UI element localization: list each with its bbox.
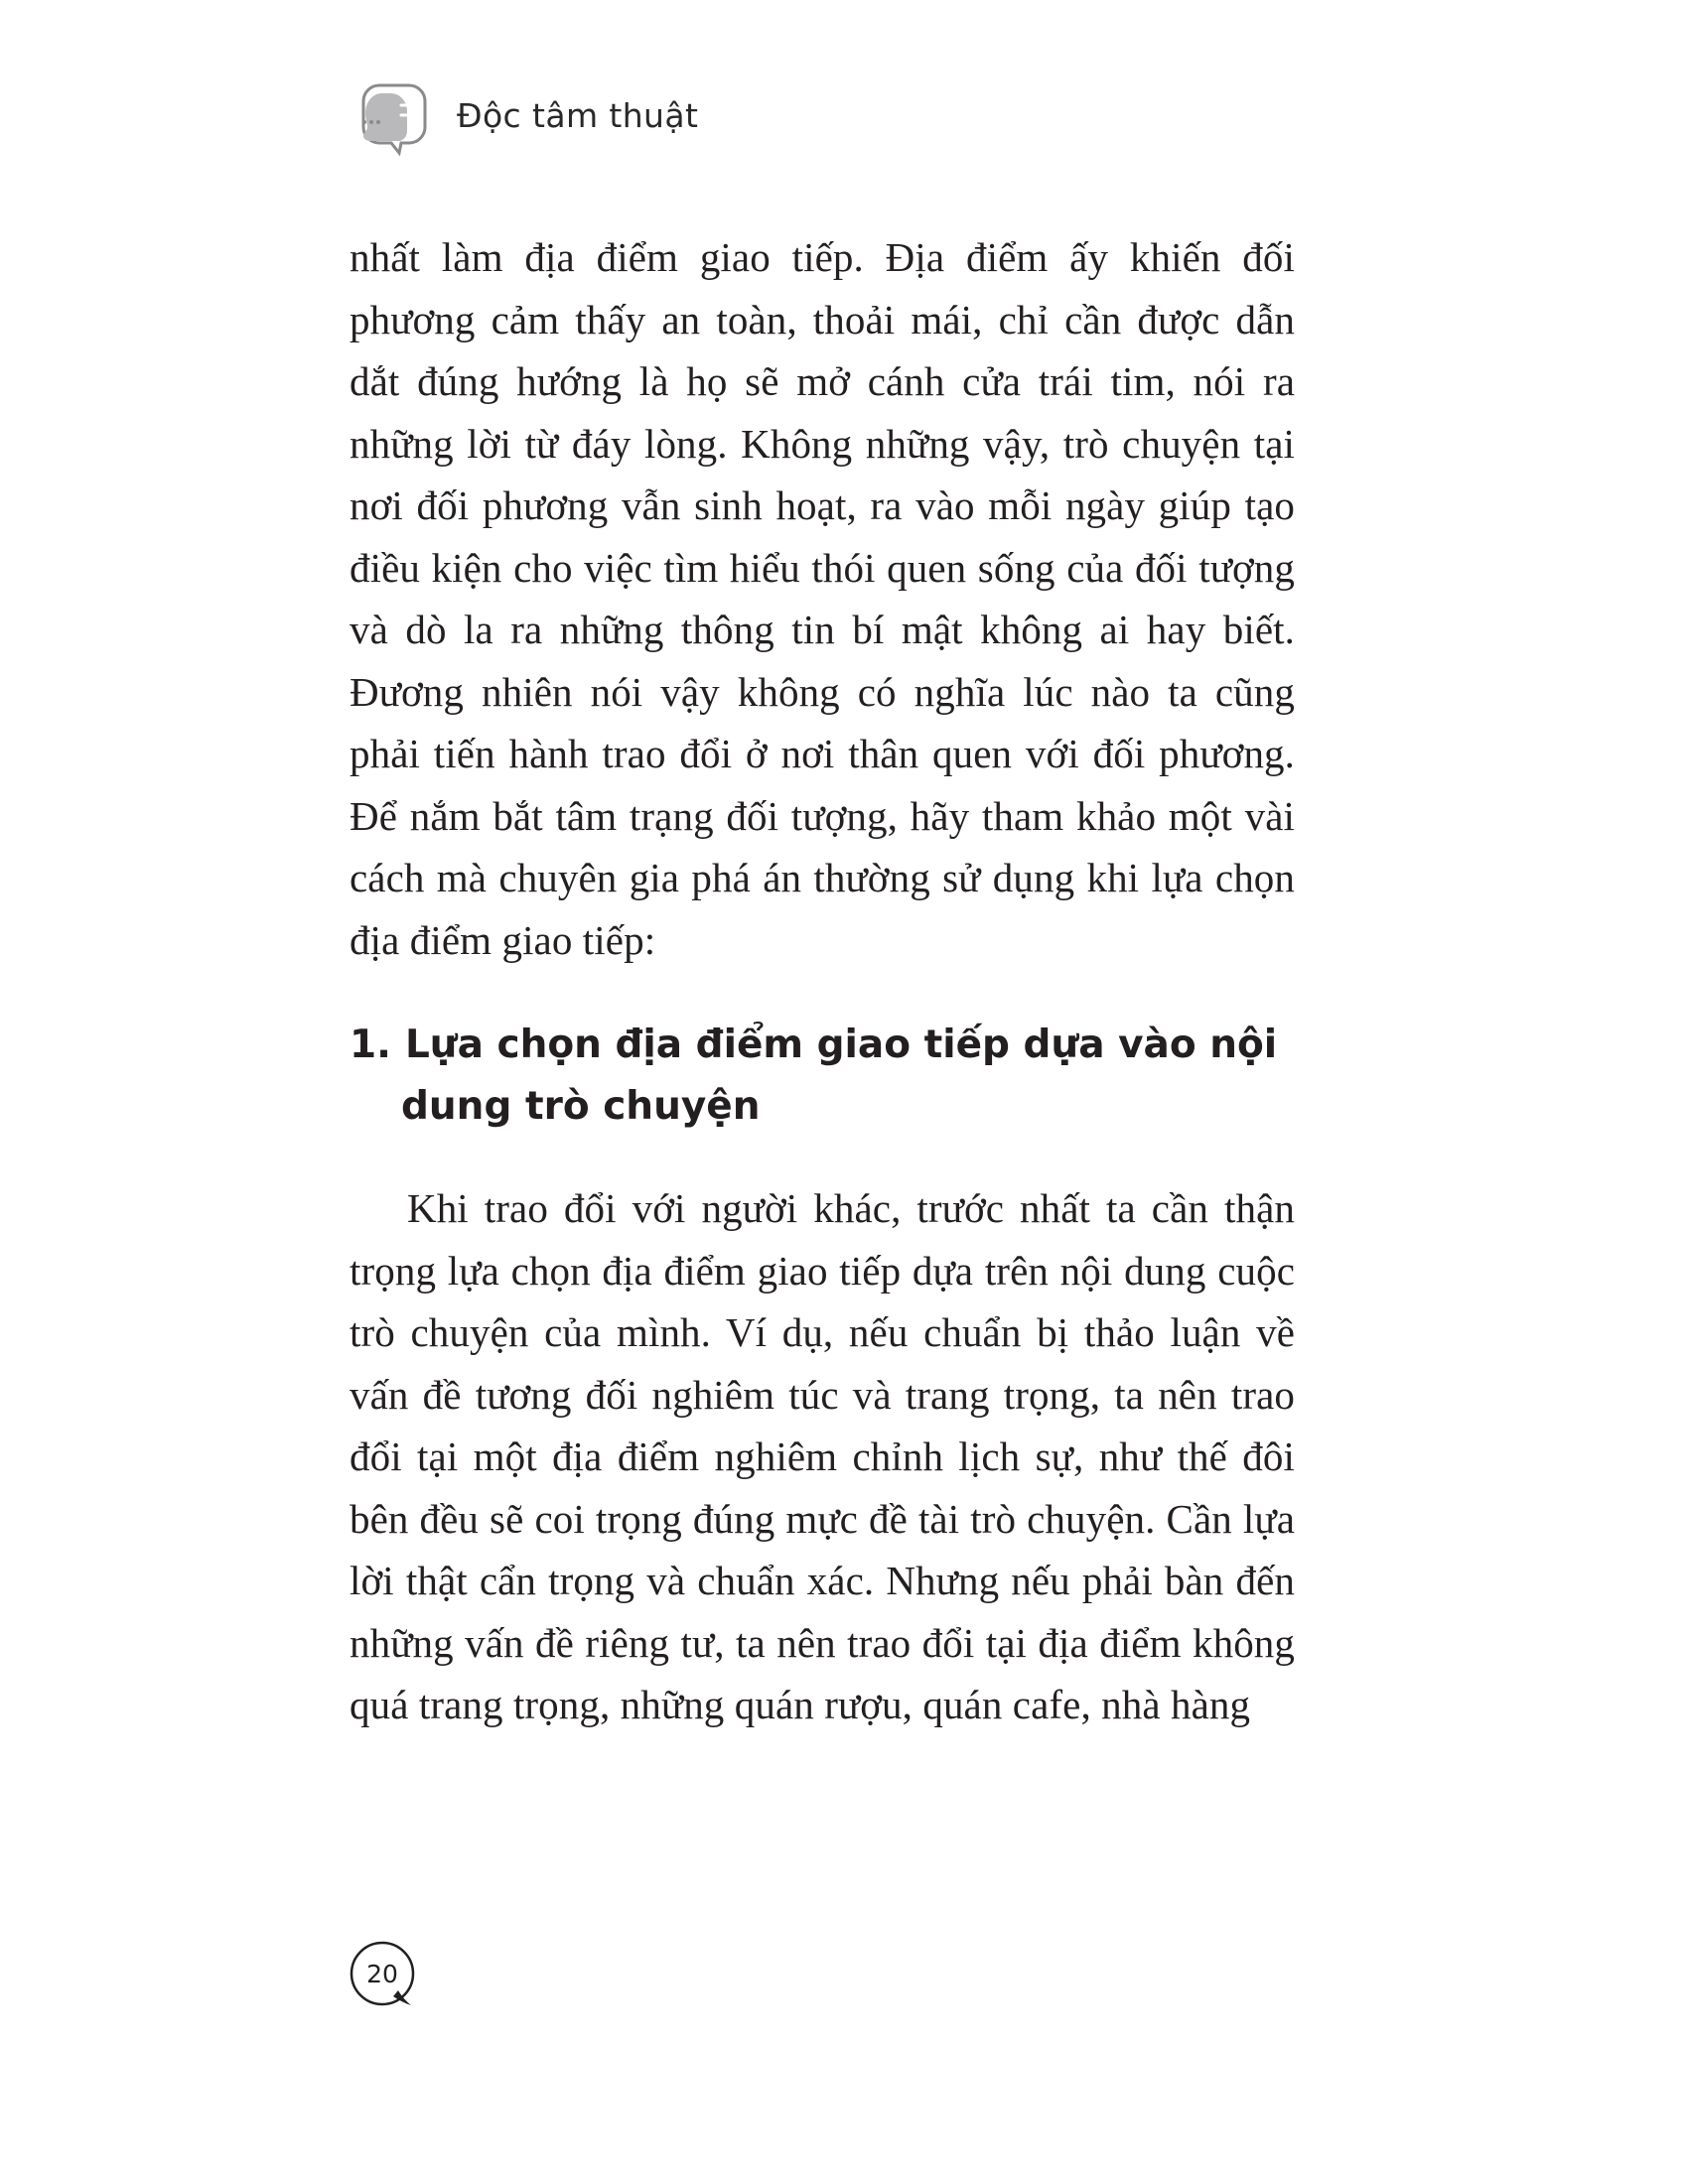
page-number-badge [350,1941,425,2016]
section-heading-line-1: Lựa chọn địa điểm giao tiếp dựa vào nội [404,1023,1278,1067]
section-heading-line-2: dung trò chuyện [401,1084,761,1129]
head-speech-bubble-icon [350,75,435,161]
paragraph-body: Khi trao đổi với người khác, trước nhất ta cần thận trọng lựa chọn địa điểm giao tiếp dựa trên nội dung cuộc trò chuyện của mình. Ví dụ, nếu chuẩn bị thảo luận về vấn đề tương đối nghiêm túc và trang trọng, ta nên trao đổi tại một địa điểm nghiêm chỉnh lịch sự, như thế đôi bên đều sẽ coi trọng đúng mực đề tài trò chuyện. Cần lựa lời thật cẩn trọng và chuẩn xác. Nhưng nếu phải bàn đến những vấn đề riêng tư, ta nên trao đổi tại địa điểm không quá trang trọng, những quán rượu, quán cafe, nhà hàng [350,1185,1295,1727]
paragraph-continued: nhất làm địa điểm giao tiếp. Địa điểm ấy khiến đối phương cảm thấy an toàn, thoải mái, chỉ cần được dẫn dắt đúng hướng là họ sẽ mở cánh cửa trái tim, nói ra những lời từ đáy lòng. Không những vậy, trò chuyện tại nơi đối phương vẫn sinh hoạt, ra vào mỗi ngày giúp tạo điều kiện cho việc tìm hiểu thói quen sống của đối tượng và dò la ra những thông tin bí mật không ai hay biết. Đương nhiên nói vậy không có nghĩa lúc nào ta cũng phải tiến hành trao đổi ở nơi thân quen với đối phương. Để nắm bắt tâm trạng đối tượng, hãy tham khảo một vài cách mà chuyên gia phá án thường sử dụng khi lựa chọn địa điểm giao tiếp: [350,234,1295,963]
section-heading [350,1015,1295,1138]
page-number: 20 [366,1959,398,1988]
book-title: Độc tâm thuật [457,95,699,135]
text-column [350,226,1295,1736]
spacer [350,971,1295,1015]
section-heading-number: 1. [350,1023,391,1067]
spacer [350,1138,1295,1177]
running-header [350,75,698,161]
